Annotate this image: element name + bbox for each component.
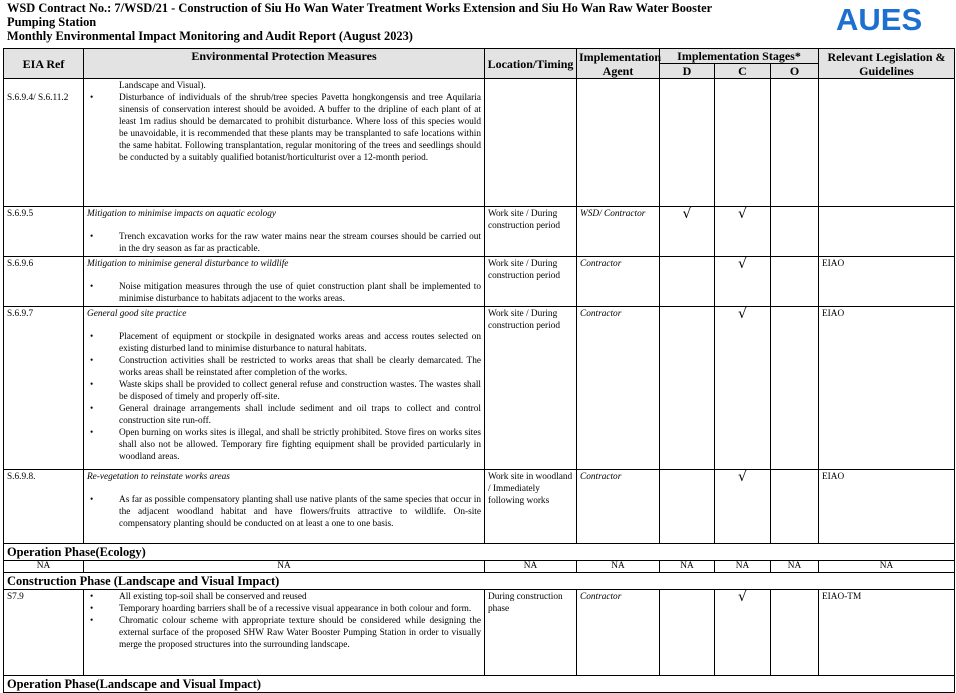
eia-ref: S7.9 [4, 590, 84, 676]
stage-c-cell: √ [715, 590, 771, 676]
legislation-cell: EIAO-TM [819, 590, 955, 676]
legislation-cell: EIAO [819, 257, 955, 307]
phase-row [4, 544, 955, 561]
stage-c-cell: √ [715, 470, 771, 544]
na-cell: NA [715, 561, 771, 573]
agent-cell: Contractor [577, 257, 660, 307]
measure-bullet: • Open burning on works sites is illegal, and shall be strictly prohibited. Stove fires on works sites shall also not be allowed. Temporary fire fighting equipment shall be provided particularly in woodland areas. [87, 427, 481, 463]
col-legislation: Relevant Legislation & Guidelines [819, 49, 955, 79]
stage-d-cell [660, 79, 715, 207]
eia-ref: S.6.9.4/ S.6.11.2 [7, 93, 69, 103]
emp-table [3, 48, 955, 693]
header-line-3: Monthly Environmental Impact Monitoring and Audit Report (August 2023) [7, 29, 413, 43]
stage-o-cell [771, 590, 819, 676]
eia-ref: S.6.9.6 [4, 257, 84, 307]
col-stage-d: D [660, 64, 715, 79]
col-agent: Implementation Agent [577, 49, 660, 79]
col-location: Location/Timing [485, 49, 577, 79]
agent-cell: Contractor [577, 307, 660, 470]
measure-bullet: • Construction activities shall be restricted to works areas that shall be clearly demarcated. The works areas shall be reinstated after completion of the works. [87, 355, 481, 379]
measure-bullet: • Disturbance of individuals of the shrub/tree species Pavetta hongkongensis and tree Aquilaria sinensis of conservation interest should be avoided. A buffer to the dripline of each plant of at least 1m radius should be demarcated to prohibit disturbance. Where loss of this species would be unavoidable, it is recommended that these plants may be transplanted to safe locations within the same habitat. Following transplantation, regular monitoring of the trees and seedlings should be conducted by a suitably qualified botanist/horticulturist over a 12-month period. [87, 92, 481, 164]
stage-c-cell: √ [715, 307, 771, 470]
report-header [7, 1, 827, 43]
col-stages: Implementation Stages* [660, 49, 819, 64]
measure-bullet: • Waste skips shall be provided to collect general refuse and construction wastes. The wastes shall be disposed of timely and properly off-site. [87, 379, 481, 403]
measure-heading: Mitigation to minimise impacts on aquatic ecology [87, 209, 277, 219]
eia-ref: S.6.9.8. [4, 470, 84, 544]
measure-lead-text: Landscape and Visual). [119, 81, 206, 91]
stage-c-cell: √ [715, 207, 771, 257]
measure-heading: Mitigation to minimise general disturbance to wildlife [87, 259, 289, 269]
measure-bullet: • General drainage arrangements shall include sediment and oil traps to collect and control construction site run-off. [87, 403, 481, 427]
measure-heading: General good site practice [87, 309, 187, 319]
stage-o-cell [771, 470, 819, 544]
agent-cell [577, 79, 660, 207]
col-stage-c: C [715, 64, 771, 79]
na-cell: NA [660, 561, 715, 573]
stage-o-cell [771, 307, 819, 470]
col-measures: Environmental Protection Measures [84, 49, 485, 79]
stage-o-cell [771, 257, 819, 307]
na-row [4, 561, 955, 573]
phase-ecology-title: Operation Phase(Ecology) [4, 544, 955, 561]
table-row [4, 470, 955, 544]
table-row [4, 207, 955, 257]
aues-logo: AUES [836, 2, 923, 37]
location-cell: Work site / During construction period [485, 207, 577, 257]
legislation-cell [819, 79, 955, 207]
location-cell: During construction phase [485, 590, 577, 676]
legislation-cell: EIAO [819, 307, 955, 470]
stage-d-cell [660, 470, 715, 544]
header-line-1: WSD Contract No.: 7/WSD/21 - Construction of Siu Ho Wan Water Treatment Works Extension and Siu Ho Wan Raw Water Booster [7, 1, 713, 15]
stage-o-cell [771, 207, 819, 257]
header-line-2: Pumping Station [7, 15, 97, 29]
legislation-cell: EIAO [819, 470, 955, 544]
table-row [4, 79, 955, 207]
location-cell: Work site / During construction period [485, 257, 577, 307]
measure-bullet: • All existing top-soil shall be conserved and reused [87, 591, 481, 603]
col-stage-o: O [771, 64, 819, 79]
phase-row [4, 573, 955, 590]
measure-bullet: • Trench excavation works for the raw water mains near the stream courses should be carried out in the dry season as far as practicable. [87, 231, 481, 255]
location-cell: Work site in woodland / Immediately following works [485, 470, 577, 544]
eia-ref: S.6.9.7 [4, 307, 84, 470]
measure-heading: Re-vegetation to reinstate works areas [87, 472, 230, 482]
table-row [4, 590, 955, 676]
table-row [4, 307, 955, 470]
phase-landscape-title: Construction Phase (Landscape and Visual Impact) [4, 573, 955, 590]
agent-cell: Contractor [577, 590, 660, 676]
na-cell: NA [819, 561, 955, 573]
agent-cell: WSD/ Contractor [577, 207, 660, 257]
col-eia-ref: EIA Ref [4, 49, 84, 79]
na-cell: NA [485, 561, 577, 573]
stage-d-cell: √ [660, 207, 715, 257]
phase-row [4, 676, 955, 693]
measure-bullet: • Chromatic colour scheme with appropriate texture should be considered while designing the external surface of the proposed SHW Raw Water Booster Pumping Station in order to visually merge the proposed structures into the surrounding landscape. [87, 615, 481, 651]
stage-c-cell: √ [715, 257, 771, 307]
location-cell [485, 79, 577, 207]
measure-bullet: • Noise mitigation measures through the use of quiet construction plant shall be implemented to minimise disturbance to habitats adjacent to the works areas. [87, 281, 481, 305]
measure-bullet: • Placement of equipment or stockpile in designated works areas and access routes selected on existing disturbed land to minimise disturbance to natural habitats. [87, 331, 481, 355]
stage-d-cell [660, 307, 715, 470]
na-cell: NA [4, 561, 84, 573]
table-row [4, 257, 955, 307]
phase-operation-landscape-title: Operation Phase(Landscape and Visual Impact) [4, 676, 955, 693]
na-cell: NA [771, 561, 819, 573]
na-cell: NA [84, 561, 485, 573]
agent-cell: Contractor [577, 470, 660, 544]
measure-bullet: • As far as possible compensatory planting shall use native plants of the same species that occur in the adjacent woodland habitat and have flowers/fruits attractive to wildlife. On-site compensatory planting should be conducted on at least a one to one basis. [87, 494, 481, 530]
na-cell: NA [577, 561, 660, 573]
stage-d-cell [660, 257, 715, 307]
stage-o-cell [771, 79, 819, 207]
location-cell: Work site / During construction period [485, 307, 577, 470]
stage-d-cell [660, 590, 715, 676]
stage-c-cell [715, 79, 771, 207]
measure-bullet: • Temporary hoarding barriers shall be of a recessive visual appearance in both colour and form. [87, 603, 481, 615]
legislation-cell [819, 207, 955, 257]
eia-ref: S.6.9.5 [4, 207, 84, 257]
